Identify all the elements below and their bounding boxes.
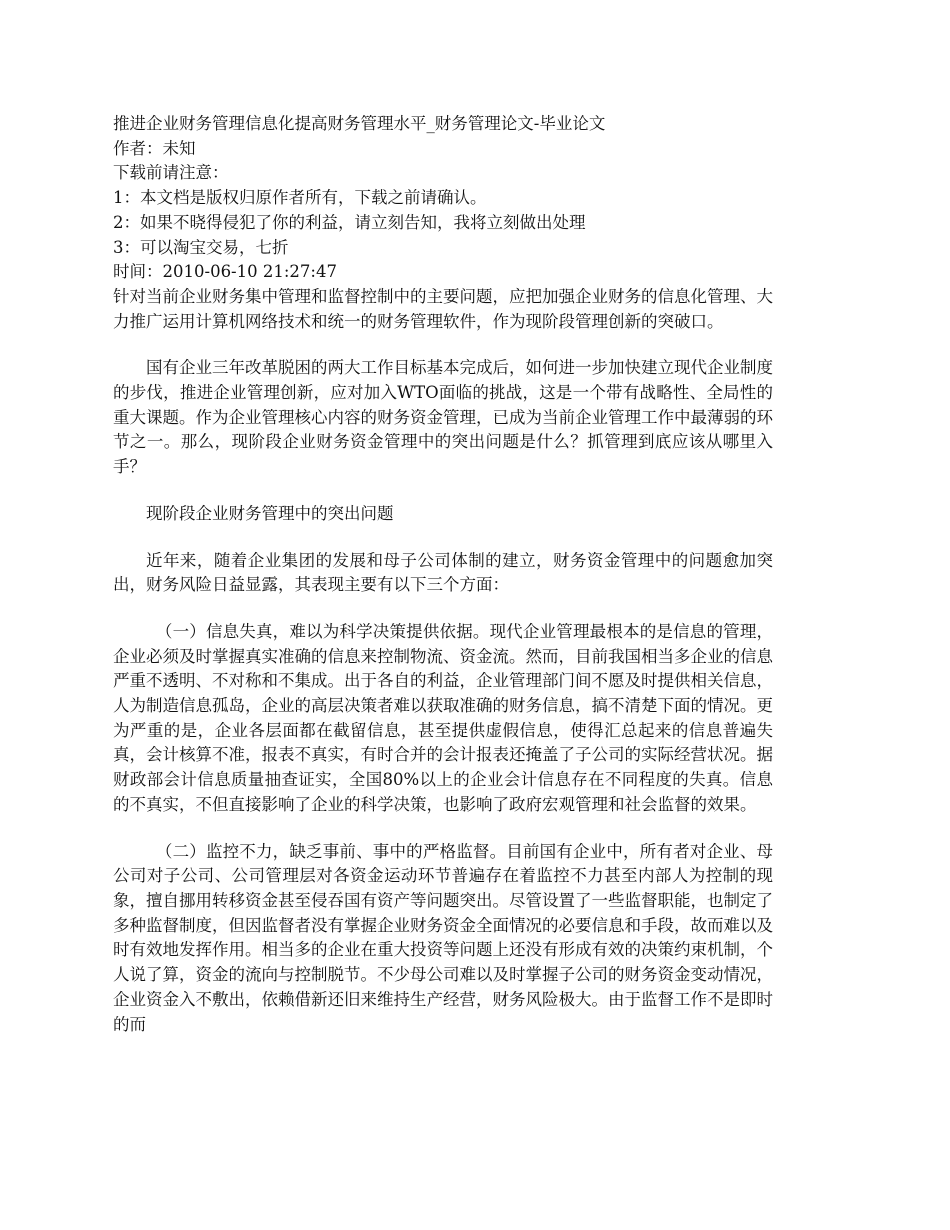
document-page: [113, 112, 773, 1037]
notice-title: 下载前请注意：: [113, 163, 229, 183]
point-1-paragraph: （一）信息失真，难以为科学决策提供依据。现代企业管理最根本的是信息的管理，企业必须及时掌握真实准确的信息来控制物流、资金流。然而，目前我国相当多企业的信息严重不透明、不对称和不集成。出于各自的利益，企业管理部门间不愿及时提供相关信息，人为制造信息孤岛，企业的高层决策者难以获取准确的财务信息，搞不清楚下面的情况。更为严重的是，企业各层面都在截留信息，甚至提供虚假信息，使得汇总起来的信息普遍失真，会计核算不准，报表不真实，有时合并的会计报表还掩盖了子公司的实际经营状况。据财政部会计信息质量抽查证实，全国80%以上的企业会计信息存在不同程度的失真。信息的不真实，不但直接影响了企业的科学决策，也影响了政府宏观管理和社会监督的效果。: [113, 621, 773, 814]
notice-item-2: 2：如果不晓得侵犯了你的利益，请立刻告知，我将立刻做出处理: [113, 212, 586, 232]
notice-item-3: 3：可以淘宝交易，七折: [113, 237, 289, 257]
paragraph-gap: [113, 480, 773, 502]
intro-paragraph: 国有企业三年改革脱困的两大工作目标基本完成后，如何进一步加快建立现代企业制度的步伐，推进企业管理创新，应对加入WTO面临的挑战，这是一个带有战略性、全局性的重大课题。作为企业管理核心内容的财务资金管理，已成为当前企业管理工作中最薄弱的环节之一。那么，现阶段企业财务资金管理中的突出问题是什么？抓管理到底应该从哪里入手？: [113, 358, 773, 477]
section-heading: 现阶段企业财务管理中的突出问题: [146, 503, 394, 523]
document-title: 推进企业财务管理信息化提高财务管理水平_财务管理论文-毕业论文: [113, 114, 606, 133]
paragraph-gap: [113, 527, 773, 549]
paragraph-gap: [113, 818, 773, 840]
paragraph-gap: [113, 598, 773, 620]
abstract-paragraph: 针对当前企业财务集中管理和监督控制中的主要问题，应把加强企业财务的信息化管理、大力推广运用计算机网络技术和统一的财务管理软件，作为现阶段管理创新的突破口。: [113, 286, 773, 331]
section-intro-paragraph: 近年来，随着企业集团的发展和母子公司体制的建立，财务资金管理中的问题愈加突出，财务风险日益显露，其表现主要有以下三个方面：: [113, 550, 773, 595]
point-2-paragraph: （二）监控不力，缺乏事前、事中的严格监督。目前国有企业中，所有者对企业、母公司对子公司、公司管理层对各资金运动环节普遍存在着监控不力甚至内部人为控制的现象，擅自挪用转移资金甚至侵吞国有资产等问题突出。尽管设置了一些监督职能，也制定了多种监督制度，但因监督者没有掌握企业财务资金全面情况的必要信息和手段，故而难以及时有效地发挥作用。相当多的企业在重大投资等问题上还没有形成有效的决策约束机制，个人说了算，资金的流向与控制脱节。不少母公司难以及时掌握子公司的财务资金变动情况，企业资金入不敷出，依赖借新还旧来维持生产经营，财务风险极大。由于监督工作不是即时的而: [113, 841, 773, 1034]
paragraph-gap: [113, 334, 773, 356]
author-line: 作者：未知: [113, 138, 196, 158]
timestamp: 时间：2010-06-10 21:27:47: [113, 262, 337, 282]
notice-item-1: 1：本文档是版权归原作者所有，下载之前请确认。: [113, 188, 487, 208]
